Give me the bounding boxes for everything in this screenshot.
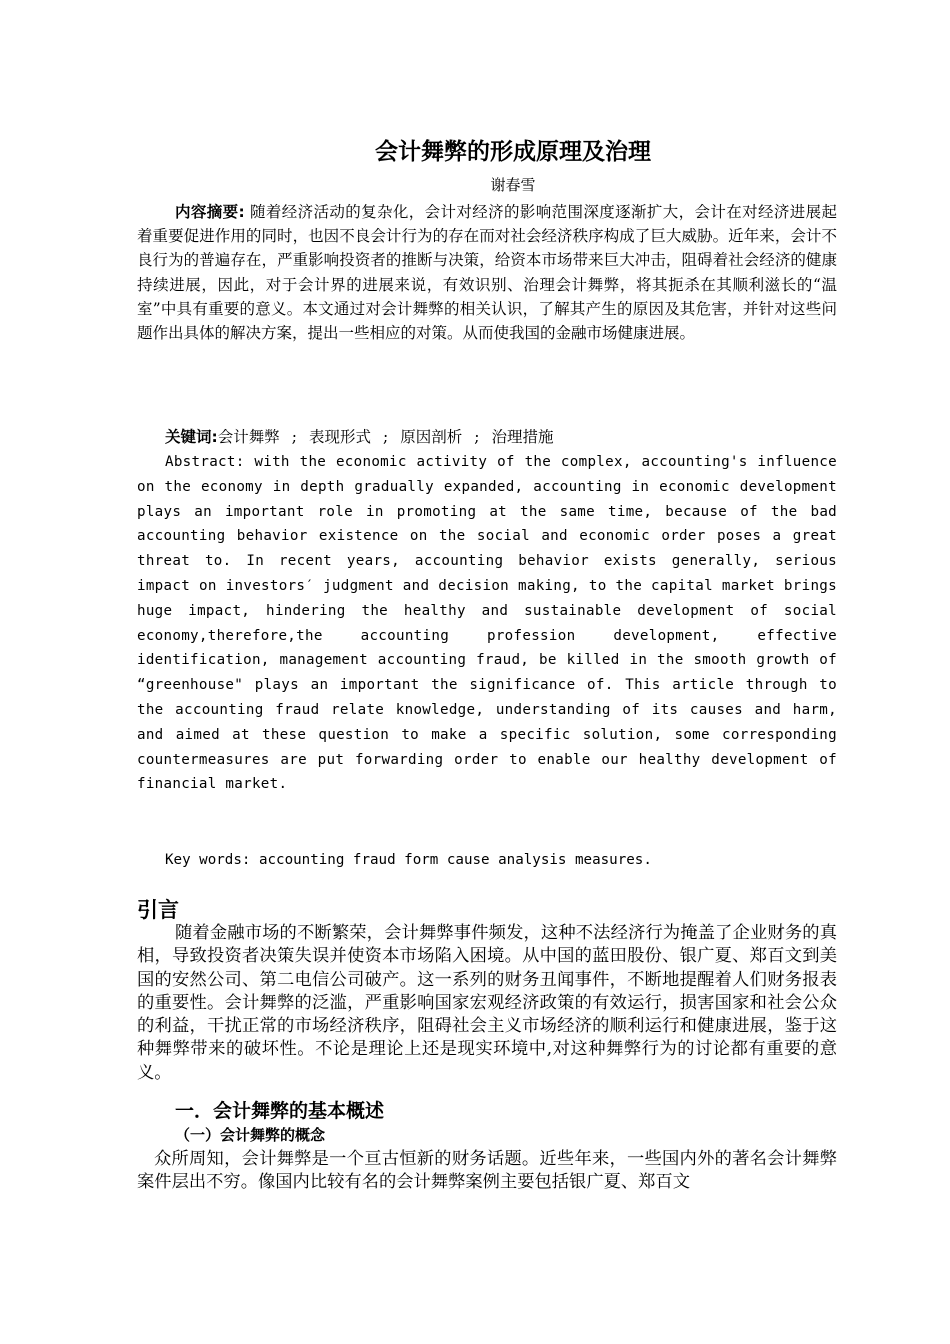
concept-paragraph: 众所周知，会计舞弊是一个亘古恒新的财务话题。近些年来，一些国内外的著名会计舞弊案件层出不穷。像国内比较有名的会计舞弊案例主要包括银广夏、郑百文: [137, 1149, 837, 1193]
keyword-item: 会计舞弊: [217, 428, 280, 446]
intro-paragraph: 随着金融市场的不断繁荣，会计舞弊事件频发，这种不法经济行为掩盖了企业财务的真相，导致投资者决策失误并使资本市场陷入困境。从中国的蓝田股份、银广夏、郑百文到美国的安然公司、第二电信公司破产。这一系列的财务丑闻事件，不断地提醒着人们财务报表的重要性。会计舞弊的泛滥，严重影响国家宏观经济政策的有效运行，损害国家和社会公众的利益，干扰正常的市场经济秩序，阻碍社会主义市场经济的顺利运行和健康进展，鉴于这种舞弊带来的破坏性。不论是理论上还是现实环境中,对这种舞弊行为的讨论都有重要的意义。: [137, 923, 837, 1083]
chinese-abstract: [137, 200, 837, 345]
chinese-keywords: [137, 425, 837, 449]
english-keywords: Key words: accounting fraud form cause analysis measures.: [165, 852, 652, 868]
section-heading: 一．会计舞弊的基本概述: [175, 1100, 385, 1122]
keyword-item: 治理措施: [491, 428, 554, 446]
abstract-label: 内容摘要:: [175, 203, 245, 221]
keywords-label: 关键词:: [165, 428, 218, 446]
english-abstract: Abstract: with the economic activity of the complex, accounting's influence on the economy in depth gradually expanded, accounting in economic development plays an important role in promoting at the same time, because of the bad accounting behavior existence on the social and economic order poses a great threat to. In recent years, accounting behavior exists generally, serious impact on investors′ judgment and decision making, to the capital market brings huge impact, hindering the healthy and sustainable development of social economy,therefore,the accounting profession development, effective identification, management accounting fraud, be killed in the smooth growth of “greenhouse" plays an important the significance of. This article through to the accounting fraud relate knowledge, understanding of its causes and harm, and aimed at these question to make a specific solution, some corresponding countermeasures are put forwarding order to enable our healthy development of financial market.: [137, 454, 837, 793]
author-name: 谢春雪: [490, 176, 536, 194]
intro-heading: 引言: [137, 898, 179, 922]
keyword-separator: ;: [474, 428, 480, 446]
abstract-text: 随着经济活动的复杂化，会计对经济的影响范围深度逐渐扩大，会计在对经济进展起着重要促进作用的同时，也因不良会计行为的存在而对社会经济秩序构成了巨大威胁。近年来，会计不良行为的普遍存在，严重影响投资者的推断与决策，给资本市场带来巨大冲击，阻碍着社会经济的健康持续进展，因此，对于会计界的进展来说，有效识别、治理会计舞弊，将其扼杀在其顺利滋长的“温室”中具有重要的意义。本文通过对会计舞弊的相关认识，了解其产生的原因及其危害，并针对这些问题作出具体的解决方案，提出一些相应的对策。从而使我国的金融市场健康进展。: [137, 203, 837, 343]
document-title: 会计舞弊的形成原理及治理: [375, 139, 651, 165]
subsection-heading: （一）会计舞弊的概念: [175, 1126, 326, 1144]
keyword-separator: ;: [382, 428, 389, 446]
keyword-item: 原因剖析: [400, 428, 463, 446]
keyword-separator: ;: [291, 428, 297, 446]
keyword-item: 表现形式: [308, 428, 371, 446]
